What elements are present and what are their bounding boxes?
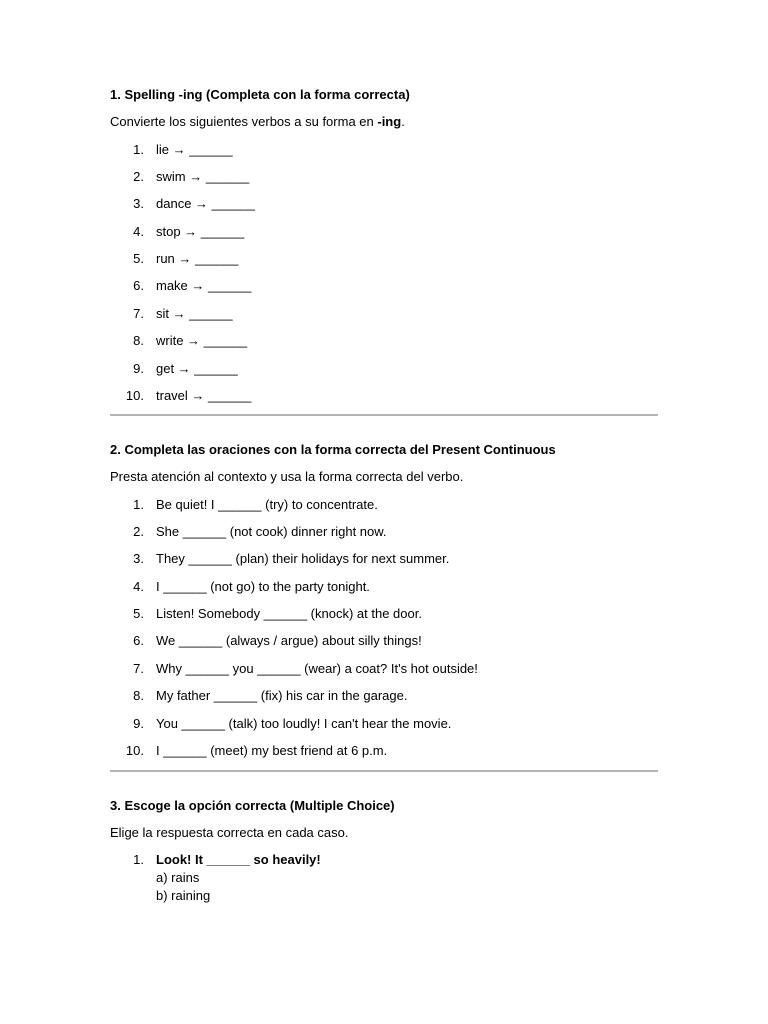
item-text: Be quiet! I ______ (try) to concentrate. (156, 496, 378, 512)
item-number: 6. (133, 278, 144, 294)
option-a: a) rains (156, 870, 200, 885)
item-number: 1. (133, 496, 144, 512)
list-item (110, 743, 658, 770)
item-number: 8. (133, 333, 144, 349)
list-item (110, 551, 658, 578)
section-1-intro-bold: -ing (377, 114, 402, 129)
section-2-intro: Presta atención al contexto y usa la forma correcta del verbo. (110, 469, 464, 484)
item-text: She ______ (not cook) dinner right now. (156, 523, 387, 539)
item-text: Listen! Somebody ______ (knock) at the door. (156, 606, 422, 622)
section-2-heading: 2. Completa las oraciones con la forma correcta del Present Continuous (110, 442, 556, 457)
item-text: write → ______ (156, 333, 248, 349)
item-number: 8. (133, 688, 144, 704)
section-1-intro-text: Convierte los siguientes verbos a su forma en (110, 114, 378, 129)
item-text: You ______ (talk) too loudly! I can't hear the movie. (156, 715, 452, 731)
list-item (110, 278, 658, 305)
section-1-intro (110, 114, 658, 130)
list-item (110, 306, 658, 333)
list-item (110, 606, 658, 633)
item-number: 3. (133, 551, 144, 567)
item-number: 9. (133, 715, 144, 731)
item-text: swim → ______ (156, 168, 250, 184)
multiple-choice-question (110, 851, 658, 905)
item-number: 10. (125, 743, 144, 759)
item-number: 4. (133, 223, 144, 239)
item-number: 10. (125, 388, 144, 404)
item-number: 2. (133, 523, 144, 539)
list-item (110, 633, 658, 660)
item-text: My father ______ (fix) his car in the garage. (156, 688, 408, 704)
section-3-intro: Elige la respuesta correcta en cada caso. (110, 825, 349, 840)
section-1-heading: 1. Spelling -ing (Completa con la forma correcta) (110, 87, 410, 102)
item-number: 3. (133, 196, 144, 212)
section-1-list (110, 142, 658, 416)
section-multiple-choice (110, 798, 658, 905)
item-text: lie → ______ (156, 141, 233, 157)
item-number: 7. (133, 660, 144, 676)
item-number: 9. (133, 360, 144, 376)
item-text: dance → ______ (156, 196, 256, 212)
item-text: sit → ______ (156, 305, 233, 321)
item-number: 1. (133, 141, 144, 157)
list-item (110, 142, 658, 169)
item-number: 4. (133, 578, 144, 594)
item-number: 5. (133, 251, 144, 267)
section-divider (110, 414, 658, 416)
item-number: 2. (133, 168, 144, 184)
list-item (110, 497, 658, 524)
list-item (110, 388, 658, 415)
list-item (110, 688, 658, 715)
list-item (110, 251, 658, 278)
section-2-list (110, 497, 658, 771)
item-text: run → ______ (156, 251, 239, 267)
list-item (110, 224, 658, 251)
item-text: I ______ (not go) to the party tonight. (156, 578, 370, 594)
item-number: 5. (133, 606, 144, 622)
item-text: I ______ (meet) my best friend at 6 p.m. (156, 743, 388, 759)
item-text: They ______ (plan) their holidays for next summer. (156, 551, 450, 567)
question-number: 1. (133, 852, 144, 867)
list-item (110, 716, 658, 743)
list-item (110, 333, 658, 360)
list-item (110, 579, 658, 606)
list-item (110, 661, 658, 688)
section-present-continuous (110, 442, 658, 770)
section-divider (110, 770, 658, 772)
list-item (110, 524, 658, 551)
item-text: get → ______ (156, 360, 238, 376)
section-spelling-ing (110, 87, 658, 415)
list-item (110, 169, 658, 196)
list-item (110, 196, 658, 223)
item-number: 6. (133, 633, 144, 649)
list-item (110, 361, 658, 388)
option-b: b) raining (156, 888, 211, 903)
item-text: make → ______ (156, 278, 252, 294)
item-text: stop → ______ (156, 223, 245, 239)
question-text: Look! It ______ so heavily! (156, 852, 321, 867)
item-text: travel → ______ (156, 388, 252, 404)
section-1-intro-suffix: . (401, 114, 405, 129)
item-text: Why ______ you ______ (wear) a coat? It's hot outside! (156, 660, 478, 676)
item-number: 7. (133, 305, 144, 321)
section-3-heading: 3. Escoge la opción correcta (Multiple Choice) (110, 798, 395, 813)
item-text: We ______ (always / argue) about silly things! (156, 633, 422, 649)
